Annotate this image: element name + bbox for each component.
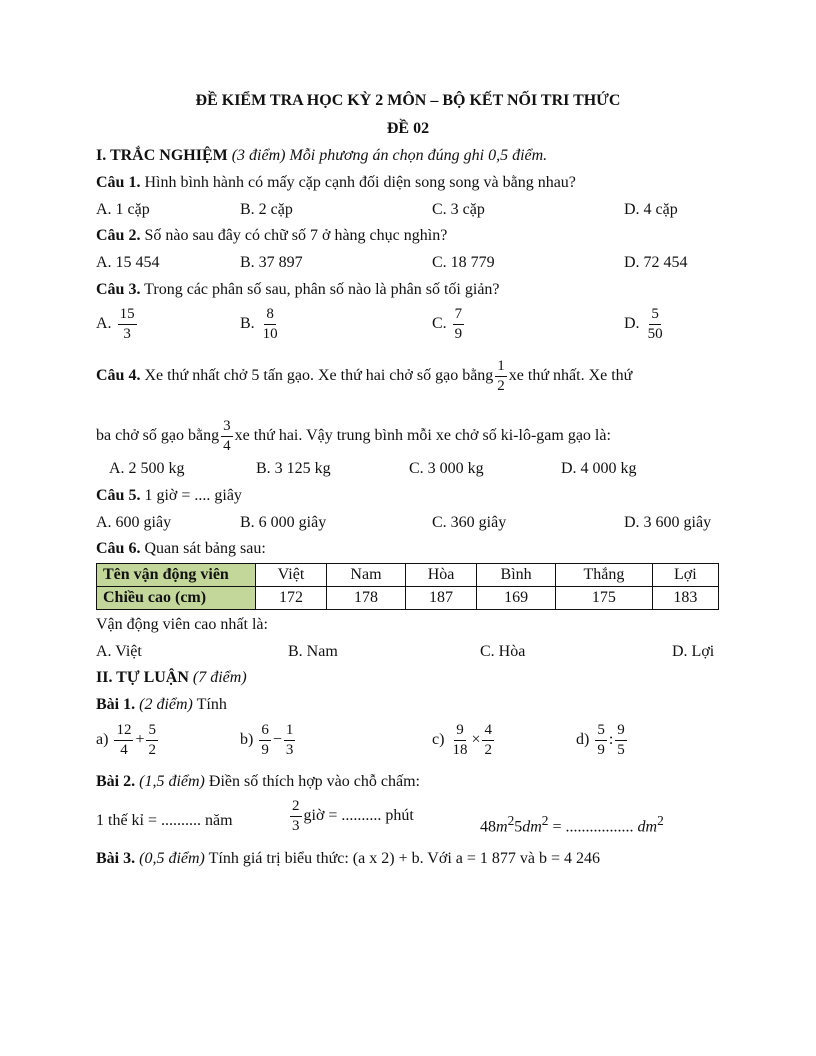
fraction: $\frac{12}{4}$ xyxy=(116,722,132,758)
question-3 xyxy=(96,279,720,301)
item-letter: b) xyxy=(240,731,254,749)
q3-option-c-letter: C. xyxy=(432,315,447,333)
part2-heading-line xyxy=(96,667,720,689)
question-6-label: Câu 6. xyxy=(96,540,141,557)
exercise-1-note: (2 điểm) xyxy=(139,696,193,713)
exercise-3-text: Tính giá trị biểu thức: (a x 2) + b. Với a = 1 877 và b = 4 246 xyxy=(208,850,601,867)
part2-heading: II. TỰ LUẬN xyxy=(96,669,189,686)
q5-option-b: B. 6 000 giây xyxy=(240,514,327,531)
table-cell: Bình xyxy=(477,564,556,587)
q6-option-d: D. Lợi xyxy=(672,643,715,660)
exercise-1-item-d xyxy=(576,722,629,759)
table-cell: 187 xyxy=(406,587,477,610)
item-letter: a) xyxy=(96,731,109,749)
exercise-1 xyxy=(96,694,720,716)
q3-option-c xyxy=(432,306,466,343)
exponent: 2 xyxy=(657,813,664,828)
table-cell: Hòa xyxy=(406,564,477,587)
exercise-1-label: Bài 1. xyxy=(96,696,136,713)
table-cell: 183 xyxy=(652,587,718,610)
question-1 xyxy=(96,172,720,194)
question-3-text: Trong các phân số sau, phân số nào là phân số tối giản? xyxy=(144,281,500,298)
question-4-text4: xe thứ hai. Vậy trung bình mỗi xe chở số ki-lô-gam gạo là: xyxy=(234,427,611,445)
fraction: $\frac{2}{3}$ xyxy=(292,798,300,834)
q3-option-a-fraction: $\frac{15}{3}$ xyxy=(119,306,135,342)
question-3-label: Câu 3. xyxy=(96,281,141,298)
exercise-2-text: Điền số thích hợp vào chỗ chấm: xyxy=(208,773,420,790)
q3-option-b-fraction: $\frac{8}{10}$ xyxy=(262,306,278,342)
fraction: $\frac{5}{2}$ xyxy=(148,722,156,758)
part2-note: (7 điểm) xyxy=(192,669,247,686)
q1-option-b: B. 2 cặp xyxy=(240,201,293,218)
unit: m xyxy=(496,818,508,836)
fraction: $\frac{9}{5}$ xyxy=(617,722,625,758)
q3-option-d xyxy=(624,306,667,343)
table-row xyxy=(97,564,719,587)
page-subtitle: ĐỀ 02 xyxy=(386,120,430,137)
q2-option-c: C. 18 779 xyxy=(432,254,495,271)
table-cell: Nam xyxy=(326,564,405,587)
part1-note: (3 điểm) Mỗi phương án chọn đúng ghi 0,5 điểm. xyxy=(231,147,548,164)
exercise-3-note: (0,5 điểm) xyxy=(139,850,205,867)
question-4-text2: xe thứ nhất. Xe thứ xyxy=(508,367,633,385)
table-cell: Việt xyxy=(256,564,327,587)
question-5 xyxy=(96,485,720,507)
q6-option-b: B. Nam xyxy=(288,643,338,660)
q4-option-d: D. 4 000 kg xyxy=(561,460,637,477)
exercise-2-label: Bài 2. xyxy=(96,773,136,790)
value: 48 xyxy=(480,818,496,836)
question-5-text: 1 giờ = .... giây xyxy=(144,487,242,504)
question-4-label: Câu 4. xyxy=(96,367,141,385)
table-row xyxy=(97,587,719,610)
fraction: $\frac{9}{18}$ xyxy=(452,722,468,758)
operator: − xyxy=(272,731,282,749)
table-cell: 178 xyxy=(326,587,405,610)
q3-option-a xyxy=(96,306,139,343)
question-5-label: Câu 5. xyxy=(96,487,141,504)
value: 5 xyxy=(514,818,523,836)
operator: × xyxy=(471,731,481,749)
exercise-1-text: Tính xyxy=(196,696,227,713)
part1-heading: I. TRẮC NGHIỆM xyxy=(96,147,228,164)
exercise-3 xyxy=(96,848,720,870)
blank: = ................. xyxy=(548,818,638,836)
q3-option-d-letter: D. xyxy=(624,315,640,333)
fraction: $\frac{1}{3}$ xyxy=(285,722,294,758)
q1-option-a: A. 1 cặp xyxy=(96,201,150,218)
q4-option-a: A. 2 500 kg xyxy=(109,460,185,477)
fraction: $\frac{5}{9}$ xyxy=(597,722,605,758)
operator: : xyxy=(608,731,614,749)
table-cell: 175 xyxy=(556,587,653,610)
q5-option-a: A. 600 giây xyxy=(96,514,172,531)
question-2-label: Câu 2. xyxy=(96,227,141,244)
question-4-line1 xyxy=(96,358,720,395)
exercise-2 xyxy=(96,771,720,793)
operator: + xyxy=(135,731,145,749)
exercise-3-label: Bài 3. xyxy=(96,850,136,867)
exercise-2-note: (1,5 điểm) xyxy=(139,773,205,790)
q2-option-b: B. 37 897 xyxy=(240,254,303,271)
q3-option-d-fraction: $\frac{5}{50}$ xyxy=(647,306,663,342)
exercise-1-item-a xyxy=(96,722,160,759)
q6-option-c: C. Hòa xyxy=(480,643,526,660)
table-header-height: Chiều cao (cm) xyxy=(97,587,256,610)
question-6 xyxy=(96,538,720,560)
question-4-line2 xyxy=(96,418,720,455)
q2-option-d: D. 72 454 xyxy=(624,254,688,271)
exercise-1-item-b xyxy=(240,722,297,759)
table-cell: 172 xyxy=(256,587,327,610)
table-cell: 169 xyxy=(477,587,556,610)
question-4-fraction1: $\frac{1}{2}$ xyxy=(497,358,505,394)
q1-option-d: D. 4 cặp xyxy=(624,201,678,218)
q3-option-a-letter: A. xyxy=(96,315,112,333)
part1-heading-line xyxy=(96,145,720,167)
q5-option-d: D. 3 600 giây xyxy=(624,514,712,531)
exponent: 2 xyxy=(507,813,515,828)
fraction: $\frac{6}{9}$ xyxy=(261,722,269,758)
q2-option-a: A. 15 454 xyxy=(96,254,160,271)
unit: dm xyxy=(637,818,658,836)
question-6-text: Quan sát bảng sau: xyxy=(144,540,266,557)
question-2 xyxy=(96,225,720,247)
q5-option-c: C. 360 giây xyxy=(432,514,507,531)
q3-option-b xyxy=(240,306,282,343)
exercise-2-item-1: 1 thế kỉ = .......... năm xyxy=(96,812,233,829)
exponent: 2 xyxy=(541,813,549,828)
item-2-text: giờ = .......... phút xyxy=(303,807,414,825)
item-letter: c) xyxy=(432,731,445,749)
athlete-table xyxy=(96,563,719,610)
exercise-2-item-3 xyxy=(480,810,664,838)
question-6-prompt: Vận động viên cao nhất là: xyxy=(96,616,268,633)
question-2-text: Số nào sau đây có chữ số 7 ở hàng chục nghìn? xyxy=(144,227,448,244)
q6-option-a: A. Việt xyxy=(96,643,142,660)
table-header-name: Tên vận động viên xyxy=(97,564,256,587)
question-4-fraction2: $\frac{3}{4}$ xyxy=(223,418,231,454)
page-title: ĐỀ KIỂM TRA HỌC KỲ 2 MÔN – BỘ KẾT NỐI TRI THỨC xyxy=(195,92,621,109)
fraction: $\frac{4}{2}$ xyxy=(484,722,492,758)
table-cell: Thắng xyxy=(556,564,653,587)
q3-option-c-fraction: $\frac{7}{9}$ xyxy=(454,306,463,342)
q4-option-b: B. 3 125 kg xyxy=(256,460,331,477)
question-4-text1: Xe thứ nhất chở 5 tấn gạo. Xe thứ hai chở số gạo bằng xyxy=(144,367,494,385)
unit: dm xyxy=(522,818,542,836)
table-cell: Lợi xyxy=(652,564,718,587)
q3-option-b-letter: B. xyxy=(240,315,255,333)
exercise-1-item-c xyxy=(432,722,496,759)
q4-option-c: C. 3 000 kg xyxy=(409,460,484,477)
item-letter: d) xyxy=(576,731,590,749)
question-4-text3: ba chở số gạo bằng xyxy=(96,427,220,445)
exercise-2-item-2 xyxy=(288,798,414,835)
question-1-text: Hình bình hành có mấy cặp cạnh đối diện song song và bằng nhau? xyxy=(144,174,576,191)
q1-option-c: C. 3 cặp xyxy=(432,201,485,218)
question-1-label: Câu 1. xyxy=(96,174,141,191)
